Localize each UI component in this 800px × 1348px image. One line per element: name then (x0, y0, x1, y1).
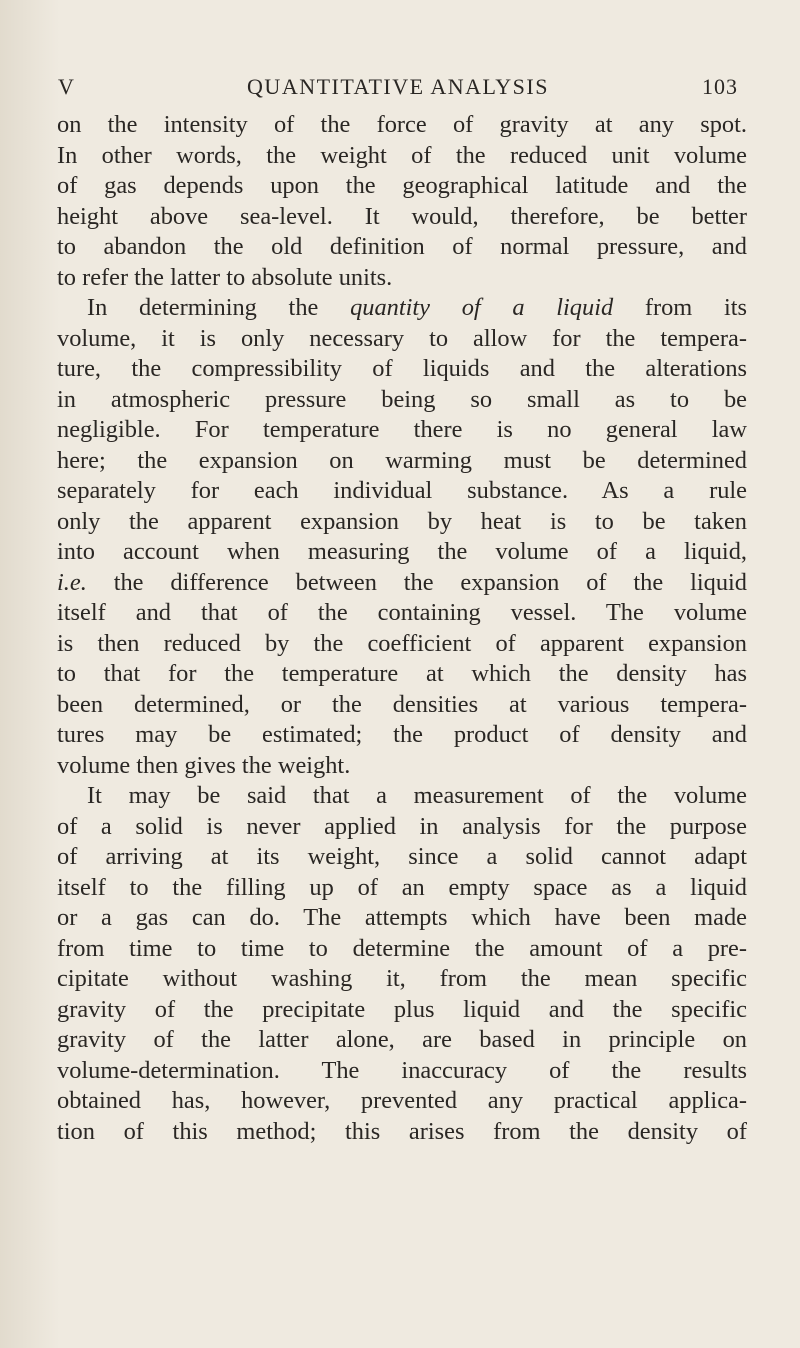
line-text: to abandon the old definition of normal pressure, and (57, 233, 747, 260)
line-text: It may be said that a measurement of the volume (87, 782, 747, 809)
line-text: volume then gives the weight. (57, 751, 351, 779)
line-text: of a solid is never applied in analysis for the purpose (57, 812, 747, 840)
text-line (57, 1117, 747, 1148)
text-line (57, 476, 747, 507)
text-line (57, 812, 747, 843)
line-text: separately for each individual substance. As a rule (57, 477, 747, 504)
text-line (57, 1056, 747, 1087)
text-line (57, 781, 747, 812)
line-text: tion of this method; this arises from the density of (57, 1117, 747, 1145)
line-text: or a gas can do. The attempts which have been made (57, 904, 747, 931)
text-line (57, 537, 747, 568)
line-text: In determining the (87, 294, 351, 321)
line-text: here; the expansion on warming must be determined (57, 446, 747, 474)
line-text: is then reduced by the coefficient of apparent expansion (57, 629, 747, 657)
text-line (57, 659, 747, 690)
text-line (57, 1025, 747, 1056)
line-text: gravity of the latter alone, are based in principle on (57, 1026, 747, 1053)
line-text: into account when measuring the volume of a liquid, (57, 538, 747, 565)
line-text: cipitate without washing it, from the mean specific (57, 965, 747, 992)
italic-phrase: i.e. (57, 568, 87, 596)
text-line (57, 202, 747, 233)
line-text: from its (613, 294, 748, 321)
line-text: been determined, or the densities at various tempera- (57, 690, 747, 718)
line-text: In other words, the weight of the reduced unit volume (57, 141, 747, 169)
text-line (57, 415, 747, 446)
text-line (57, 720, 747, 751)
line-text: obtained has, however, prevented any practical applica- (57, 1087, 747, 1114)
text-line (57, 385, 747, 416)
line-text: ture, the compressibility of liquids and the alterations (57, 355, 747, 382)
text-line (57, 171, 747, 202)
italic-phrase: quantity of a liquid (350, 294, 614, 321)
line-text: to that for the temperature at which the density has (57, 660, 747, 687)
text-line (57, 995, 747, 1026)
text-line (57, 110, 747, 141)
text-line (57, 446, 747, 477)
text-line (57, 293, 747, 324)
line-text: of arriving at its weight, since a solid cannot adapt (57, 843, 747, 870)
text-line (57, 263, 747, 294)
line-text: itself to the filling up of an empty space as a liquid (57, 873, 747, 901)
text-line (57, 903, 747, 934)
line-text: negligible. For temperature there is no general law (57, 416, 747, 443)
line-text: only the apparent expansion by heat is to be taken (57, 507, 747, 535)
line-text: of gas depends upon the geographical latitude and the (57, 172, 747, 199)
line-text: in atmospheric pressure being so small as to be (57, 385, 747, 413)
chapter-number: V (58, 74, 75, 99)
body-text (57, 110, 747, 1147)
text-line (57, 598, 747, 629)
line-text: gravity of the precipitate plus liquid and the specific (57, 995, 747, 1023)
text-line (57, 690, 747, 721)
text-line (57, 964, 747, 995)
line-text: on the intensity of the force of gravity at any spot. (57, 111, 747, 138)
text-line (57, 934, 747, 965)
text-line (57, 232, 747, 263)
text-line (57, 324, 747, 355)
line-text: to refer the latter to absolute units. (57, 263, 393, 291)
text-line (57, 568, 747, 599)
line-text: from time to time to determine the amount of a pre- (57, 934, 747, 962)
line-text: tures may be estimated; the product of density and (57, 721, 747, 748)
line-text: volume-determination. The inaccuracy of the results (57, 1056, 747, 1084)
text-line (57, 629, 747, 660)
text-line (57, 842, 747, 873)
text-line (57, 354, 747, 385)
line-text: volume, it is only necessary to allow for the tempera- (57, 324, 747, 352)
page-title: QUANTITATIVE ANALYSIS (247, 74, 549, 99)
text-line (57, 1086, 747, 1117)
text-line (57, 507, 747, 538)
text-line (57, 873, 747, 904)
line-text: itself and that of the containing vessel. The volume (57, 599, 747, 626)
page-number: 103 (702, 74, 738, 99)
line-text: the difference between the expansion of the liquid (86, 568, 747, 596)
running-head (58, 74, 738, 104)
text-line (57, 141, 747, 172)
text-line (57, 751, 747, 782)
line-text: height above sea-level. It would, therefore, be better (57, 202, 747, 230)
